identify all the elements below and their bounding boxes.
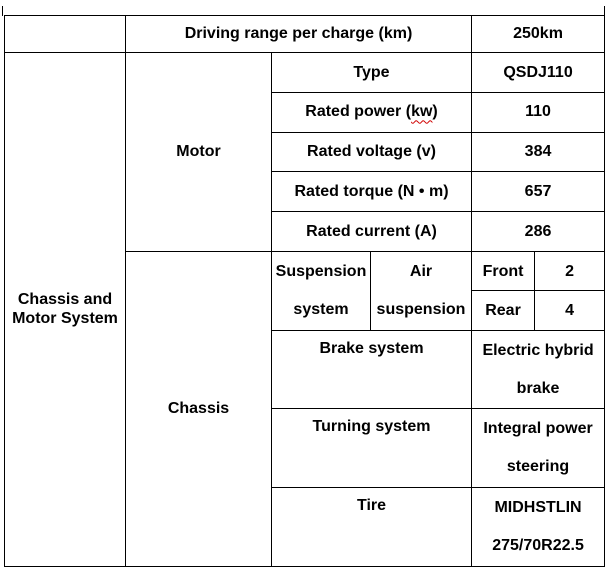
table-row [5,52,605,92]
group-label-line: Chassis and [17,291,113,309]
spellcheck-underlined-text: kw [411,103,433,121]
motor-row-label: Rated voltage (v) [272,132,472,172]
corner-tick-left [2,6,3,16]
chassis-label: Chassis [126,252,272,567]
group-label-line: Motor System [12,310,118,328]
motor-row-label: Rated torque (N • m) [272,172,472,212]
suspension-label-line: system [293,300,349,318]
motor-row-label: Rated power (kw) [272,92,472,132]
tire-value-line: 275/70R22.5 [492,537,584,555]
front-axle-label: Front [472,252,535,291]
motor-row-value: 110 [472,92,605,132]
tire-label: Tire [272,488,472,567]
suspension-label-line: Suspension [275,262,367,280]
turning-value-line: Integral power [483,420,593,438]
motor-row-value: 384 [472,132,605,172]
motor-row-value: 286 [472,212,605,252]
tire-value-line: MIDHSTLIN [494,499,582,517]
range-value: 250km [472,16,605,53]
motor-label: Motor [126,52,272,251]
suspension-label [272,252,371,331]
brake-value-line: brake [516,379,560,397]
suspension-type [371,252,472,331]
brake-value-line: Electric hybrid [482,341,594,359]
motor-row-label: Type [272,52,472,92]
brake-system-label: Brake system [272,330,472,409]
motor-row-label: Rated current (A) [272,212,472,252]
rear-axle-value: 4 [535,291,605,330]
empty-corner-cell [5,16,126,53]
suspension-type-line: suspension [376,300,466,318]
brake-system-value [472,330,605,409]
suspension-type-line: Air [409,262,433,280]
tire-value [472,488,605,567]
table-row [5,16,605,53]
rear-axle-label: Rear [472,291,535,330]
turning-system-value [472,409,605,488]
turning-system-label: Turning system [272,409,472,488]
motor-row-value: 657 [472,172,605,212]
spec-table [4,15,605,567]
turning-value-line: steering [506,458,570,476]
front-axle-value: 2 [535,252,605,291]
motor-row-value: QSDJ110 [472,52,605,92]
group-label [5,52,126,566]
range-label: Driving range per charge (km) [126,16,472,53]
